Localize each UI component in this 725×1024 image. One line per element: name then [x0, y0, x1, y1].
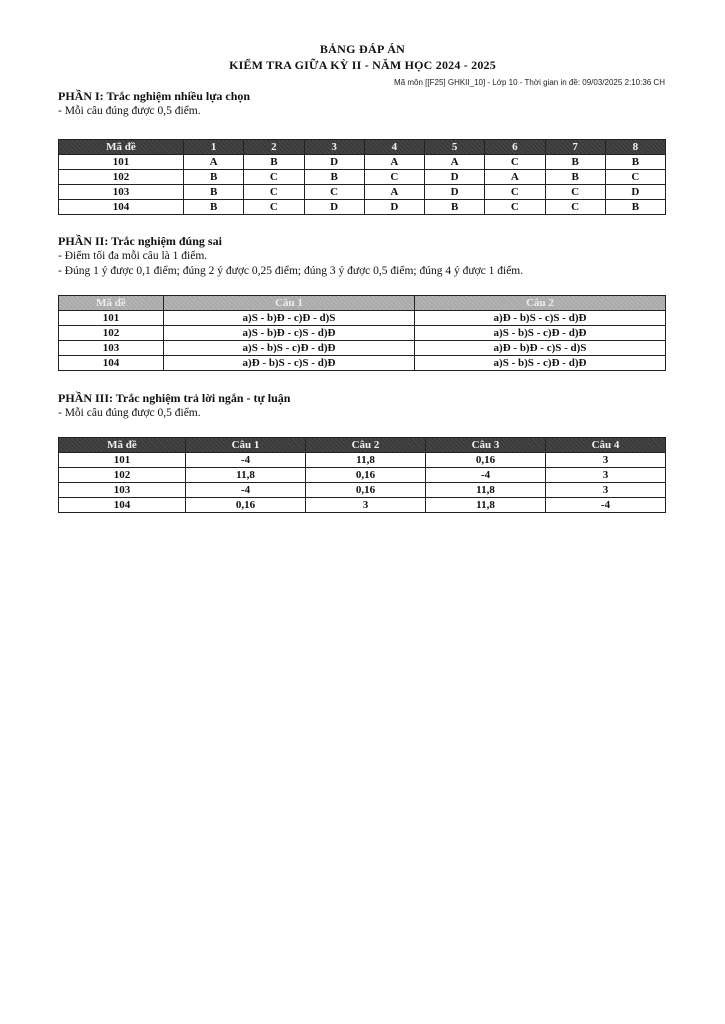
table-cell: D	[425, 185, 485, 200]
document-header	[0, 42, 725, 73]
table-cell: D	[425, 170, 485, 185]
part2-note-scoring: - Đúng 1 ý được 0,1 điểm; đúng 2 ý được 0,25 điểm; đúng 3 ý được 0,5 điểm; đúng 4 ý được 1 điểm.	[58, 265, 524, 277]
table-row	[59, 453, 666, 468]
table-cell: 0,16	[306, 483, 426, 498]
part1-title: PHẦN I: Trắc nghiệm nhiều lựa chọn	[58, 89, 251, 103]
table-cell: D	[304, 200, 364, 215]
column-header: Câu 1	[186, 438, 306, 453]
table-cell: 104	[59, 356, 164, 371]
table-cell: A	[485, 170, 545, 185]
table-cell: B	[425, 200, 485, 215]
table-row	[59, 311, 666, 326]
table-cell: -4	[426, 468, 546, 483]
table-cell: 0,16	[186, 498, 306, 513]
part1-note: - Mỗi câu đúng được 0,5 điểm.	[58, 105, 201, 117]
table-cell: a)S - b)S - c)Đ - d)Đ	[415, 326, 666, 341]
part1-section	[58, 89, 668, 215]
table-cell: a)Đ - b)S - c)S - d)Đ	[164, 356, 415, 371]
table-row	[59, 326, 666, 341]
table-cell: 11,8	[426, 483, 546, 498]
column-header: 1	[184, 140, 244, 155]
table-cell: a)S - b)S - c)Đ - d)Đ	[415, 356, 666, 371]
part2-table	[58, 295, 666, 371]
table-cell: 101	[59, 155, 184, 170]
column-header: 6	[485, 140, 545, 155]
table-cell: A	[184, 155, 244, 170]
table-cell: C	[605, 170, 665, 185]
column-header: Câu 3	[426, 438, 546, 453]
table-cell: 0,16	[306, 468, 426, 483]
table-cell: 104	[59, 200, 184, 215]
table-cell: 103	[59, 341, 164, 356]
column-header: Câu 2	[415, 296, 666, 311]
table-cell: A	[425, 155, 485, 170]
column-header: 2	[244, 140, 304, 155]
table-cell: A	[364, 185, 424, 200]
table-row	[59, 341, 666, 356]
table-row	[59, 185, 666, 200]
table-cell: B	[304, 170, 364, 185]
table-cell: C	[545, 200, 605, 215]
table-cell: -4	[546, 498, 666, 513]
table-cell: 3	[306, 498, 426, 513]
table-cell: 11,8	[306, 453, 426, 468]
table-cell: C	[485, 155, 545, 170]
table-cell: a)Đ - b)Đ - c)S - d)S	[415, 341, 666, 356]
table-cell: a)S - b)S - c)Đ - d)Đ	[164, 341, 415, 356]
table-cell: C	[244, 170, 304, 185]
table-cell: D	[364, 200, 424, 215]
column-header: 5	[425, 140, 485, 155]
table-cell: C	[244, 200, 304, 215]
table-row	[59, 483, 666, 498]
column-header: 7	[545, 140, 605, 155]
table-cell: D	[304, 155, 364, 170]
table-cell: 0,16	[426, 453, 546, 468]
table-cell: 101	[59, 311, 164, 326]
table-cell: C	[485, 185, 545, 200]
column-header: Mã đề	[59, 438, 186, 453]
column-header: 4	[364, 140, 424, 155]
table-cell: C	[485, 200, 545, 215]
table-cell: a)Đ - b)S - c)S - d)Đ	[415, 311, 666, 326]
table-cell: B	[605, 155, 665, 170]
table-cell: 11,8	[426, 498, 546, 513]
table-cell: 102	[59, 326, 164, 341]
table-row	[59, 200, 666, 215]
part3-table	[58, 437, 666, 513]
table-row	[59, 498, 666, 513]
column-header: 3	[304, 140, 364, 155]
table-cell: -4	[186, 453, 306, 468]
table-row	[59, 170, 666, 185]
part2-note-max-score: - Điểm tối đa mỗi câu là 1 điểm.	[58, 250, 208, 262]
table-cell: A	[364, 155, 424, 170]
table-cell: C	[545, 185, 605, 200]
table-cell: a)S - b)Đ - c)Đ - d)S	[164, 311, 415, 326]
document-subtitle: KIỂM TRA GIỮA KỲ II - NĂM HỌC 2024 - 2025	[229, 58, 496, 72]
table-cell: 102	[59, 170, 184, 185]
part2-title: PHẦN II: Trắc nghiệm đúng sai	[58, 234, 222, 248]
column-header: Mã đề	[59, 296, 164, 311]
part2-section	[58, 234, 668, 371]
column-header: Câu 2	[306, 438, 426, 453]
part3-note: - Mỗi câu đúng được 0,5 điểm.	[58, 407, 201, 419]
table-cell: -4	[186, 483, 306, 498]
table-cell: 103	[59, 185, 184, 200]
table-cell: B	[545, 170, 605, 185]
column-header: 8	[605, 140, 665, 155]
table-cell: 3	[546, 483, 666, 498]
column-header: Câu 1	[164, 296, 415, 311]
table-cell: B	[605, 200, 665, 215]
table-row	[59, 356, 666, 371]
table-cell: C	[304, 185, 364, 200]
part1-header-row	[59, 140, 666, 155]
part3-header-row	[59, 438, 666, 453]
table-cell: B	[184, 185, 244, 200]
column-header: Mã đề	[59, 140, 184, 155]
table-cell: 3	[546, 468, 666, 483]
part3-section	[58, 391, 668, 513]
table-row	[59, 468, 666, 483]
document-title: BẢNG ĐÁP ÁN	[319, 42, 406, 56]
table-cell: B	[244, 155, 304, 170]
table-cell: B	[184, 200, 244, 215]
table-cell: B	[184, 170, 244, 185]
table-cell: B	[545, 155, 605, 170]
part1-table	[58, 139, 666, 215]
table-cell: 101	[59, 453, 186, 468]
table-cell: a)S - b)Đ - c)S - d)Đ	[164, 326, 415, 341]
table-cell: 102	[59, 468, 186, 483]
table-row	[59, 155, 666, 170]
table-cell: D	[605, 185, 665, 200]
table-cell: C	[364, 170, 424, 185]
table-cell: 3	[546, 453, 666, 468]
exam-meta-info: Mã môn [[F25] GHKII_10] - Lớp 10 - Thời gian in đề: 09/03/2025 2:10:36 CH	[394, 78, 665, 87]
column-header: Câu 4	[546, 438, 666, 453]
table-cell: 11,8	[186, 468, 306, 483]
table-cell: 103	[59, 483, 186, 498]
part3-title: PHẦN III: Trắc nghiệm trả lời ngắn - tự luận	[58, 391, 291, 405]
table-cell: C	[244, 185, 304, 200]
table-cell: 104	[59, 498, 186, 513]
part2-header-row	[59, 296, 666, 311]
